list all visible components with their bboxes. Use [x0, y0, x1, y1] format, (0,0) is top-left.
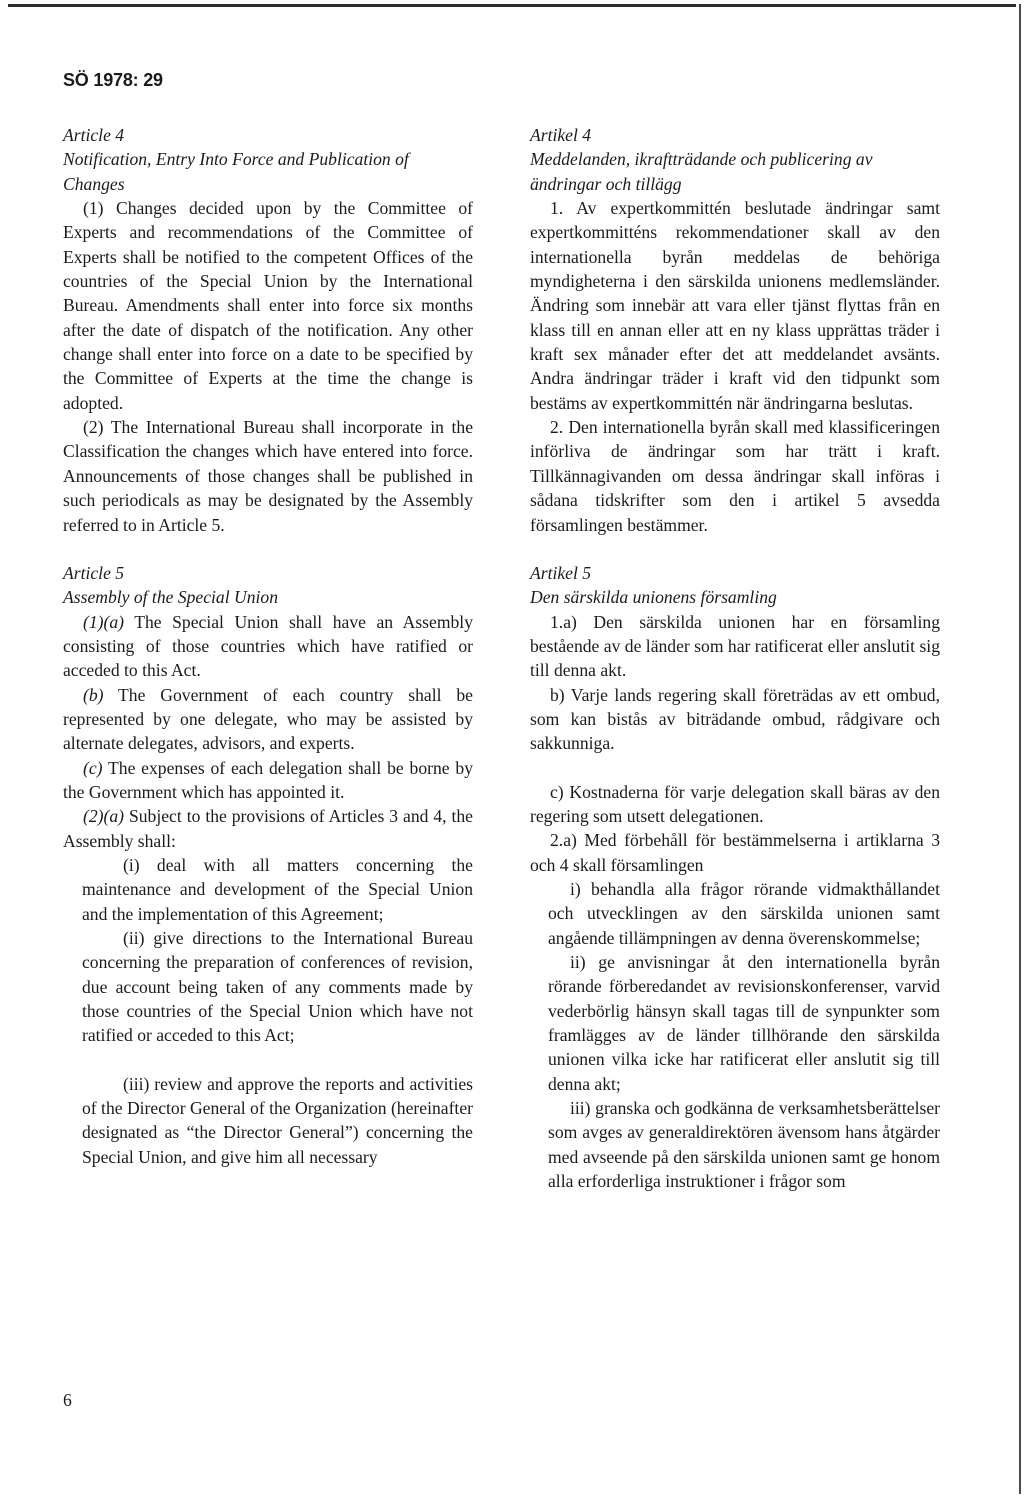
- article-4-paragraph-1: (1) Changes decided upon by the Committee of Experts and recommendations of the Committee of Experts shall be notified to the competent Offices of the countries of the Special Union by the International Bureau. Amendments shall enter into force six months after the date of dispatch of the notification. Any other change shall enter into force on a date to be specified by the Committee of Experts at the time the change is adopted.: [63, 198, 473, 413]
- page-number: 6: [63, 1390, 72, 1410]
- article-5-paragraph-1b: [63, 683, 473, 756]
- artikel-5-paragraph-2a: 2.a) Med förbehåll för bestämmelserna i artiklarna 3 och 4 skall församlingen: [530, 830, 940, 875]
- top-border-line: [8, 4, 1016, 7]
- label-1a: (1)(a): [83, 611, 125, 632]
- text-1a: The Special Union shall have an Assembly consisting of those countries which have ratified or acceded to this Act.: [63, 611, 473, 681]
- article-5-item-i: (i) deal with all matters concerning the maintenance and development of the Special Union and the implementation of this Agreement;: [82, 854, 473, 924]
- label-1c: (c): [83, 757, 103, 778]
- artikel-5-paragraph-1a: 1.a) Den särskilda unionen har en församling bestående av de länder som har ratificerat eller anslutit sig till denna akt.: [530, 611, 940, 681]
- text-1b: The Government of each country shall be represented by one delegate, who may be assisted by alternate delegates, advisors, and experts.: [63, 684, 473, 754]
- article-5-item-iii: (iii) review and approve the reports and activities of the Director General of the Organization (hereinafter designated as “the Director General”) concerning the Special Union, and give him all necessary: [82, 1073, 473, 1167]
- artikel-5-item-ii: ii) ge anvisningar åt den internationella byrån rörande förberedandet av revisionskonferenser, varvid vederbörlig hänsyn skall tagas till de synpunkter som framlägges av de länder tillhörande den särskilda unionen vilka icke har ratificerat eller anslutit sig till denna akt;: [548, 952, 940, 1094]
- artikel-4-paragraph-1: 1. Av expertkommittén beslutade ändringar samt expertkommitténs rekommendationer skall av den internationella byrån meddelas de behöriga myndigheterna i den särskilda unionens medlemsländer. Ändring som innebär att vara eller tjänst flyttas från en klass till en annan eller att en ny klass upprättas träder i kraft sex månader efter det att meddelandet avsänts. Andra ändringar träder i kraft vid den tidpunkt som bestäms av expertkommittén när ändringarna beslutas.: [530, 198, 940, 413]
- artikel-4-heading: Artikel 4: [530, 125, 592, 145]
- article-5-paragraph-1a: [63, 610, 473, 683]
- article-5-item-ii: (ii) give directions to the International Bureau concerning the preparation of conferences of revision, due account being taken of any comments made by those countries of the Special Union which have not ratified or acceded to this Act;: [82, 928, 473, 1046]
- artikel-4-title: Meddelanden, ikraftträdande och publicering av ändringar och tillägg: [530, 149, 873, 194]
- article-4-heading: Article 4: [63, 125, 125, 145]
- artikel-5-paragraph-1c: c) Kostnaderna för varje delegation skall bäras av den regering som utsett delegationen.: [530, 781, 940, 826]
- swedish-column: [530, 123, 940, 1193]
- artikel-5-item-iii: iii) granska och godkänna de verksamhetsberättelser som avges av generaldirektören ävensom hans åtgärder med avseende på den särskilda unionen samt ge honom alla erforderliga instruktioner i frågor som: [548, 1098, 940, 1192]
- document-code: SÖ 1978: 29: [63, 70, 163, 90]
- article-5-heading: Article 5: [63, 562, 125, 583]
- article-4-paragraph-2: (2) The International Bureau shall incorporate in the Classification the changes which have entered into force. Announcements of those changes shall be published in such periodicals as may be designated by the Assembly referred to in Article 5.: [63, 417, 473, 535]
- english-column: [63, 123, 473, 1169]
- article-5-paragraph-2a: [63, 804, 473, 853]
- artikel-5-paragraph-1b: b) Varje lands regering skall företrädas av ett ombud, som kan bistås av biträdande ombud, rådgivare och sakkunniga.: [530, 684, 940, 754]
- artikel-5-title: Den särskilda unionens församling: [530, 587, 777, 608]
- label-2a: (2)(a): [83, 806, 125, 827]
- text-2a: Subject to the provisions of Articles 3 and 4, the Assembly shall:: [63, 806, 473, 851]
- artikel-5-item-i: i) behandla alla frågor rörande vidmakthållandet och utvecklingen av den särskilda unionen samt angående tillämpningen av denna överenskommelse;: [548, 878, 940, 948]
- article-4-title: Notification, Entry Into Force and Publication of Changes: [63, 149, 409, 194]
- label-1b: (b): [83, 684, 104, 705]
- artikel-4-paragraph-2: 2. Den internationella byrån skall med klassificeringen införliva de ändringar som har trätt i kraft. Tillkännagivanden om dessa ändringar skall införas i sådana tidskrifter som den i artikel 5 avsedda församlingen bestämmer.: [530, 417, 940, 535]
- article-5-paragraph-1c: [63, 756, 473, 805]
- artikel-5-heading: Artikel 5: [530, 562, 592, 583]
- right-border-line: [1019, 4, 1021, 1494]
- text-1c: The expenses of each delegation shall be borne by the Government which has appointed it.: [63, 757, 473, 802]
- article-5-title: Assembly of the Special Union: [63, 587, 278, 608]
